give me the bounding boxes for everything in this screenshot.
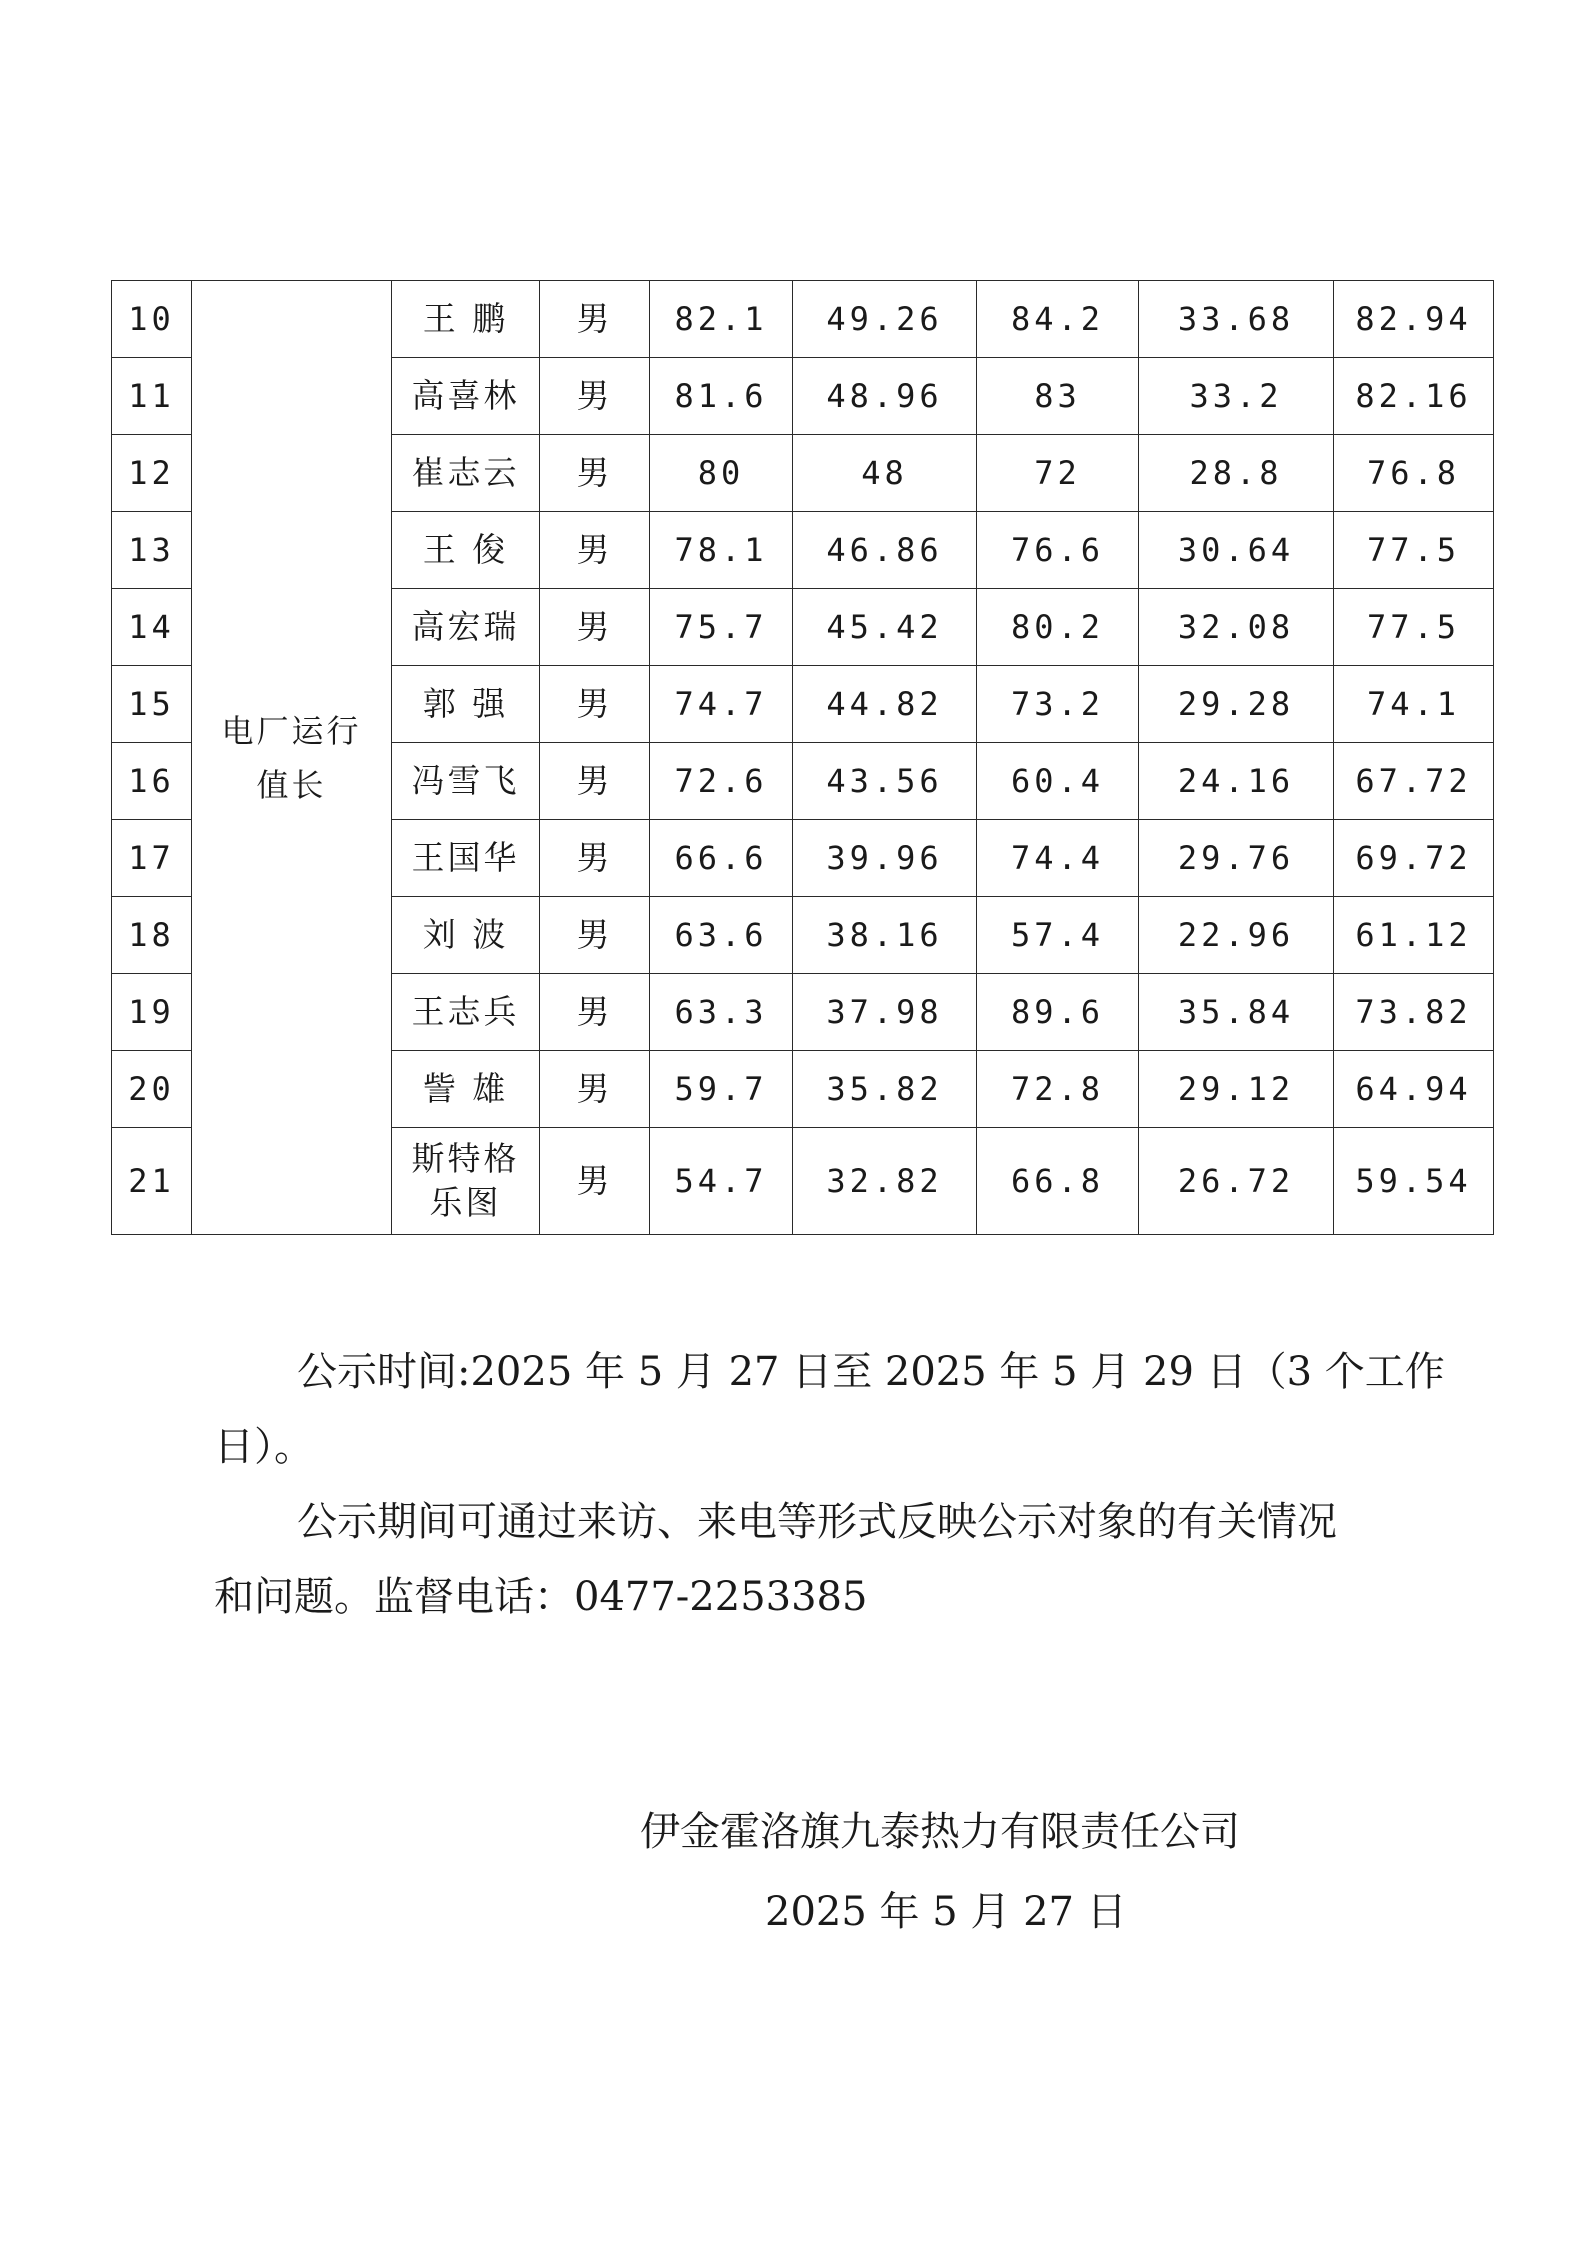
score-cell-3: 89.6: [977, 974, 1139, 1051]
gender-cell: 男: [540, 281, 650, 358]
score-cell-1: 81.6: [650, 358, 793, 435]
row-number-cell: 14: [112, 589, 192, 666]
score-cell-4: 22.96: [1139, 897, 1334, 974]
name-cell: [392, 666, 540, 743]
name-cell: [392, 897, 540, 974]
score-cell-4: 24.16: [1139, 743, 1334, 820]
name-cell-text: 郭 强: [422, 684, 509, 723]
score-cell-1: 80: [650, 435, 793, 512]
score-cell-4: 29.76: [1139, 820, 1334, 897]
row-number-cell: 20: [112, 1051, 192, 1128]
name-cell-text: 王 俊: [422, 530, 509, 569]
name-cell: [392, 281, 540, 358]
name-cell: [392, 589, 540, 666]
score-cell-5: 77.5: [1334, 589, 1494, 666]
score-cell-1: 63.3: [650, 974, 793, 1051]
score-cell-2: 49.26: [793, 281, 977, 358]
gender-cell: 男: [540, 512, 650, 589]
score-cell-3: 76.6: [977, 512, 1139, 589]
table-body: [112, 281, 1494, 1235]
score-cell-3: 72: [977, 435, 1139, 512]
name-cell: [392, 974, 540, 1051]
name-cell: [392, 435, 540, 512]
score-cell-3: 73.2: [977, 666, 1139, 743]
gender-cell: 男: [540, 897, 650, 974]
score-cell-3: 80.2: [977, 589, 1139, 666]
score-cell-3: 83: [977, 358, 1139, 435]
score-cell-1: 82.1: [650, 281, 793, 358]
gender-cell: 男: [540, 1128, 650, 1235]
name-cell-text: 訾 雄: [422, 1069, 509, 1108]
score-cell-5: 76.8: [1334, 435, 1494, 512]
score-cell-2: 43.56: [793, 743, 977, 820]
name-cell: [392, 820, 540, 897]
name-cell-text: 高喜林: [411, 376, 520, 415]
score-cell-5: 69.72: [1334, 820, 1494, 897]
score-cell-1: 74.7: [650, 666, 793, 743]
score-cell-5: 82.16: [1334, 358, 1494, 435]
score-cell-4: 33.68: [1139, 281, 1334, 358]
gender-cell: 男: [540, 589, 650, 666]
name-cell-text: 冯雪飞: [411, 761, 520, 800]
name-cell: [392, 743, 540, 820]
gender-cell: 男: [540, 743, 650, 820]
score-cell-2: 48.96: [793, 358, 977, 435]
row-number-cell: 17: [112, 820, 192, 897]
table-row: [112, 281, 1494, 358]
gender-cell: 男: [540, 358, 650, 435]
score-cell-2: 39.96: [793, 820, 977, 897]
score-cell-4: 28.8: [1139, 435, 1334, 512]
row-number-cell: 13: [112, 512, 192, 589]
row-number-cell: 16: [112, 743, 192, 820]
notice-period-line2: 日）。: [214, 1424, 314, 1470]
score-cell-4: 35.84: [1139, 974, 1334, 1051]
score-cell-5: 82.94: [1334, 281, 1494, 358]
gender-cell: 男: [540, 435, 650, 512]
notice-feedback-line2: 和问题。监督电话：0477-2253385: [214, 1574, 868, 1620]
gender-cell: 男: [540, 1051, 650, 1128]
name-cell-text: 王 鹏: [422, 299, 509, 338]
score-cell-3: 72.8: [977, 1051, 1139, 1128]
score-cell-2: 38.16: [793, 897, 977, 974]
notice-feedback-line1: 公示期间可通过来访、来电等形式反映公示对象的有关情况: [297, 1499, 1337, 1545]
score-cell-2: 48: [793, 435, 977, 512]
row-number-cell: 10: [112, 281, 192, 358]
signature-date: 2025 年 5 月 27 日: [765, 1889, 1127, 1935]
name-cell-text: 崔志云: [411, 453, 520, 492]
score-cell-3: 84.2: [977, 281, 1139, 358]
score-cell-5: 59.54: [1334, 1128, 1494, 1235]
row-number-cell: 21: [112, 1128, 192, 1235]
score-cell-5: 74.1: [1334, 666, 1494, 743]
score-cell-2: 46.86: [793, 512, 977, 589]
row-number-cell: 12: [112, 435, 192, 512]
score-cell-3: 60.4: [977, 743, 1139, 820]
score-cell-3: 66.8: [977, 1128, 1139, 1235]
score-cell-4: 32.08: [1139, 589, 1334, 666]
position-cell-text: 电厂运行值长: [221, 711, 362, 804]
score-cell-1: 66.6: [650, 820, 793, 897]
score-cell-4: 29.12: [1139, 1051, 1334, 1128]
name-cell: [392, 512, 540, 589]
row-number-cell: 11: [112, 358, 192, 435]
score-cell-4: 29.28: [1139, 666, 1334, 743]
name-cell-text: 斯特格乐图: [411, 1139, 520, 1222]
row-number-cell: 18: [112, 897, 192, 974]
name-cell-text: 王国华: [411, 838, 520, 877]
score-cell-4: 26.72: [1139, 1128, 1334, 1235]
name-cell-text: 高宏瑞: [411, 607, 520, 646]
score-cell-2: 37.98: [793, 974, 977, 1051]
gender-cell: 男: [540, 820, 650, 897]
score-cell-1: 72.6: [650, 743, 793, 820]
gender-cell: 男: [540, 666, 650, 743]
name-cell: [392, 358, 540, 435]
score-cell-2: 32.82: [793, 1128, 977, 1235]
row-number-cell: 19: [112, 974, 192, 1051]
row-number-cell: 15: [112, 666, 192, 743]
name-cell-text: 刘 波: [422, 915, 509, 954]
score-cell-4: 30.64: [1139, 512, 1334, 589]
score-cell-1: 75.7: [650, 589, 793, 666]
score-cell-3: 74.4: [977, 820, 1139, 897]
score-cell-2: 45.42: [793, 589, 977, 666]
score-cell-1: 63.6: [650, 897, 793, 974]
position-cell: [192, 281, 392, 1235]
score-cell-1: 59.7: [650, 1051, 793, 1128]
score-cell-1: 54.7: [650, 1128, 793, 1235]
score-cell-5: 67.72: [1334, 743, 1494, 820]
name-cell: [392, 1128, 540, 1235]
score-cell-2: 44.82: [793, 666, 977, 743]
name-cell-text: 王志兵: [411, 992, 520, 1031]
score-cell-5: 64.94: [1334, 1051, 1494, 1128]
score-cell-1: 78.1: [650, 512, 793, 589]
name-cell: [392, 1051, 540, 1128]
signature-company: 伊金霍洛旗九泰热力有限责任公司: [640, 1809, 1240, 1855]
score-cell-5: 61.12: [1334, 897, 1494, 974]
score-cell-5: 77.5: [1334, 512, 1494, 589]
score-cell-5: 73.82: [1334, 974, 1494, 1051]
score-cell-2: 35.82: [793, 1051, 977, 1128]
score-cell-3: 57.4: [977, 897, 1139, 974]
score-table: [111, 280, 1494, 1235]
gender-cell: 男: [540, 974, 650, 1051]
score-cell-4: 33.2: [1139, 358, 1334, 435]
notice-period-line1: 公示时间:2025 年 5 月 27 日至 2025 年 5 月 29 日（3 个工作: [297, 1349, 1445, 1395]
